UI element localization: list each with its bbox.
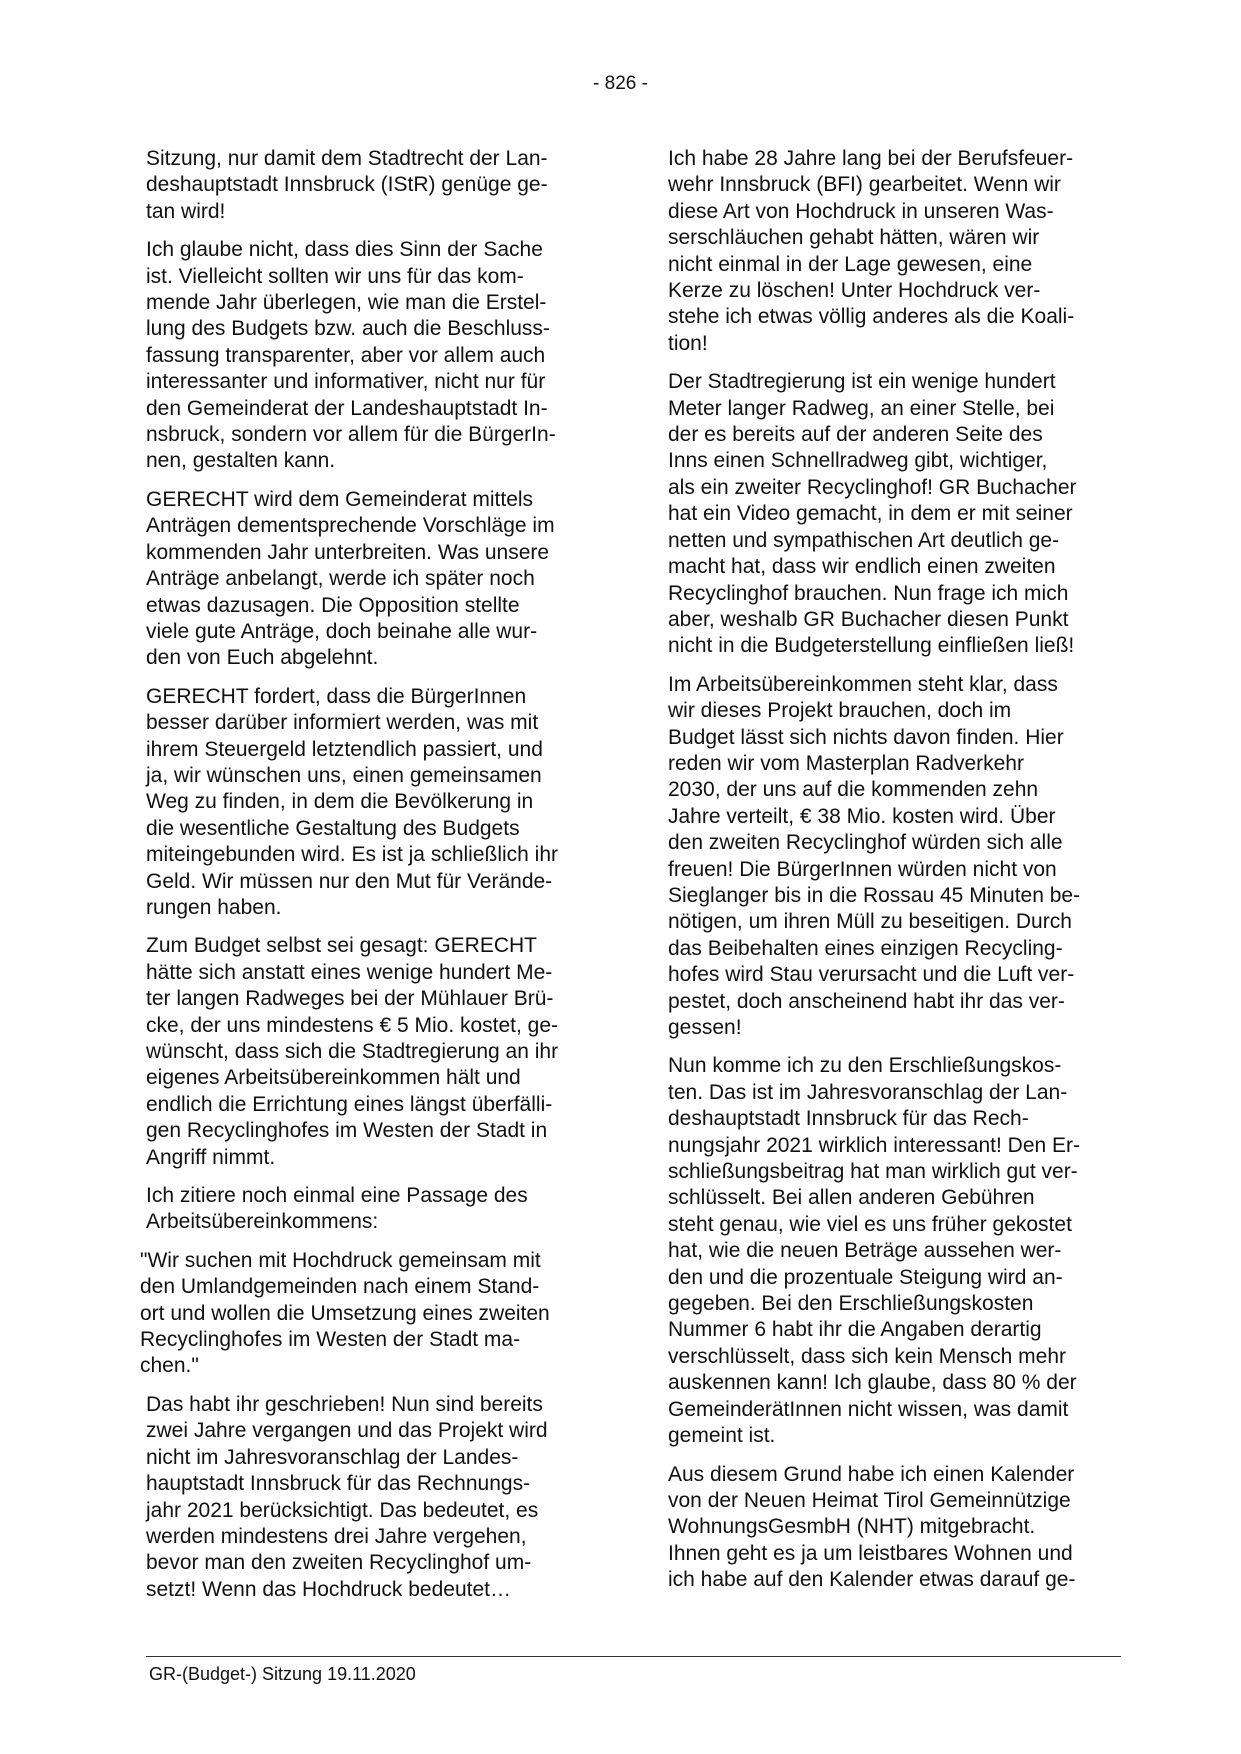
paragraph: Ich glaube nicht, dass dies Sinn der Sache ist. Vielleicht sollten wir uns für das kom- mende Jahr überlegen, wie man die Erstel- lung des Budgets bzw. auch die Beschluss- fassung transparenter, aber vor allem auch interessanter und informativer, nicht nur für den Gemeinderat der Landeshauptstadt In- nsbruck, sondern vor allem für die BürgerIn- nen, gestalten kann. bbox=[146, 238, 556, 473]
paragraph: Ich zitiere noch einmal eine Passage des Arbeitsübereinkommens: bbox=[146, 1184, 528, 1234]
paragraph: Der Stadtregierung ist ein wenige hundert Meter langer Radweg, an einer Stelle, bei der es bereits auf der anderen Seite des Inns einen Schnellradweg gibt, wichtiger, als ein zweiter Recyclinghof! GR Buchacher hat ein Video gemacht, in dem er mit seiner netten und sympathischen Art deutlich ge- macht hat, dass wir endlich einen zweiten Recyclinghof brauchen. Nun frage ich mich aber, weshalb GR Buchacher diesen Punkt nicht in die Budgeterstellung einfließen ließ! bbox=[668, 370, 1077, 658]
page-number: - 826 - bbox=[593, 73, 648, 94]
quoted-passage: "Wir suchen mit Hochdruck gemeinsam mit den Umlandgemeinden nach einem Stand- ort und wollen die Umsetzung eines zweiten Recyclinghofes im Westen der Stadt ma- chen." bbox=[140, 1248, 550, 1378]
paragraph: Sitzung, nur damit dem Stadtrecht der Lan- deshauptstadt Innsbruck (IStR) genüge ge- tan wird! bbox=[146, 147, 548, 223]
footer-session-label: GR-(Budget-) Sitzung 19.11.2020 bbox=[149, 1664, 416, 1684]
paragraph: Das habt ihr geschrieben! Nun sind bereits zwei Jahre vergangen und das Projekt wird nicht im Jahresvoranschlag der Landes- hauptstadt Innsbruck für das Rechnungs- jahr 2021 berücksichtigt. Das bedeutet, es werden mindestens drei Jahre vergehen, bevor man den zweiten Recyclinghof um- setzt! Wenn das Hochdruck bedeutet… bbox=[146, 1392, 548, 1601]
paragraph: Aus diesem Grund habe ich einen Kalender von der Neuen Heimat Tirol Gemeinnützige WohnungsGesmbH (NHT) mitgebracht. Ihnen geht es ja um leistbares Wohnen und ich habe auf den Kalender etwas darauf ge- bbox=[668, 1462, 1076, 1592]
paragraph: Im Arbeitsübereinkommen steht klar, dass wir dieses Projekt brauchen, doch im Budget lässt sich nichts davon finden. Hier reden wir vom Masterplan Radverkehr 2030, der uns auf die kommenden zehn Jahre verteilt, € 38 Mio. kosten wird. Über den zweiten Recyclinghof würden sich alle freuen! Die BürgerInnen würden nicht von Sieglanger bis in die Rossau 45 Minuten be- nötigen, um ihren Müll zu beseitigen. Durch das Beibehalten eines einzigen Recycling- hofes wird Stau verursacht und die Luft ver- pestet, doch anscheinend habt ihr das ver- gessen! bbox=[668, 672, 1081, 1039]
paragraph: GERECHT fordert, dass die BürgerInnen besser darüber informiert werden, was mit ihrem Steuergeld letztendlich passiert, und ja, wir wünschen uns, einen gemeinsamen Weg zu finden, in dem die Bevölkerung in die wesentliche Gestaltung des Budgets miteingebunden wird. Es ist ja schließlich ihr Geld. Wir müssen nur den Mut für Verände- rungen haben. bbox=[146, 684, 559, 919]
paragraph: Zum Budget selbst sei gesagt: GERECHT hätte sich anstatt eines wenige hundert Me- ter langen Radweges bei der Mühlauer Brü- cke, der uns mindestens € 5 Mio. kostet, ge- wünscht, dass sich die Stadtregierung an ihr eigenes Arbeitsübereinkommen hält und endlich die Errichtung eines längst überfälli- gen Recyclinghofes im Westen der Stadt in Angriff nimmt. bbox=[146, 934, 559, 1169]
paragraph: Ich habe 28 Jahre lang bei der Berufsfeuer- wehr Innsbruck (BFI) gearbeitet. Wenn wir diese Art von Hochdruck in unseren Was- serschläuchen gehabt hätten, wären wir nicht einmal in der Lage gewesen, eine Kerze zu löschen! Unter Hochdruck ver- stehe ich etwas völlig anderes als die Koali- tion! bbox=[668, 147, 1075, 355]
left-column bbox=[140, 146, 602, 1615]
paragraph: Nun komme ich zu den Erschließungskos- ten. Das ist im Jahresvoranschlag der Lan- deshauptstadt Innsbruck für das Rech- nungsjahr 2021 wirklich interessant! Den Er- schließungsbeitrag hat man wirklich gut ver- schlüsselt. Bei allen anderen Gebühren steht genau, wie viel es uns früher gekostet hat, wie die neuen Beträge aussehen wer- den und die prozentuale Steigung wird an- gegeben. Bei den Erschließungskosten Nummer 6 habt ihr die Angaben derartig verschlüsselt, dass sich kein Mensch mehr auskennen kann! Ich glaube, dass 80 % der GemeinderätInnen nicht wissen, was damit gemeint ist. bbox=[668, 1054, 1081, 1448]
footer-divider bbox=[146, 1656, 1121, 1657]
paragraph: GERECHT wird dem Gemeinderat mittels Anträgen dementsprechende Vorschläge im kommenden Jahr unterbreiten. Was unsere Anträge anbelangt, werde ich später noch etwas dazusagen. Die Opposition stellte viele gute Anträge, doch beinahe alle wur- den von Euch abgelehnt. bbox=[146, 487, 555, 670]
right-column bbox=[668, 146, 1120, 1606]
